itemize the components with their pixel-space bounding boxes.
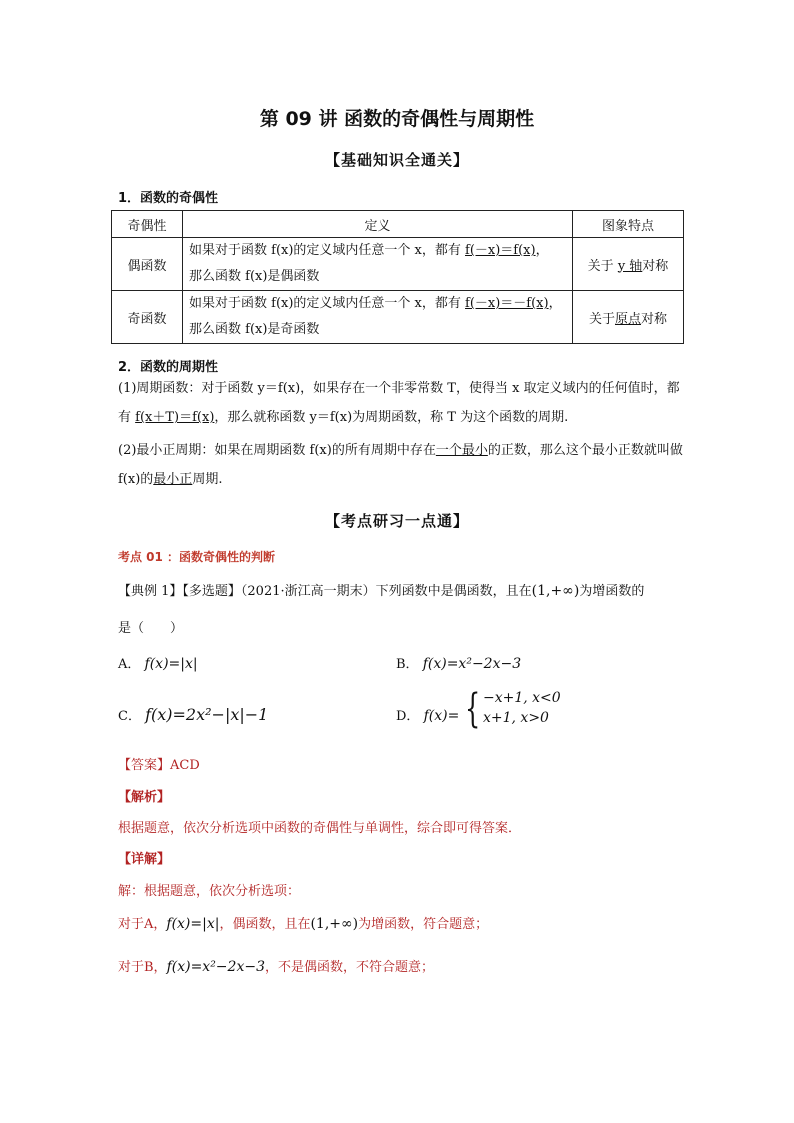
question-text: 【典例 1】【多选题】（2021·浙江高一期末）下列函数中是偶函数，且在 [118, 584, 532, 599]
heading-periodicity: 2．函数的周期性 [118, 360, 219, 375]
piecewise-case: −x+1, x<0 [483, 690, 561, 706]
option-expr: f(x)=2x²−|x|−1 [145, 705, 269, 724]
detail-text: 为增函数，符合题意； [358, 917, 489, 932]
table-cell-name: 奇函数 [112, 291, 183, 344]
definition-text: 那么函数 f(x)是奇函数 [189, 322, 320, 337]
table-cell-name: 偶函数 [112, 238, 183, 291]
detail-label: 【详解】 [118, 852, 171, 867]
option-label: B． [396, 657, 419, 672]
feature-text: 对称 [641, 311, 668, 327]
feature-underlined: 原点 [614, 311, 641, 327]
paragraph-min-period [118, 436, 688, 494]
page-title: 第 09 讲 函数的奇偶性与周期性 [259, 108, 535, 130]
paragraph-text: 的正数，那么这个最小正数就叫做 f(x)的 [118, 443, 683, 487]
paragraph-underlined: 一个最小 [435, 443, 488, 458]
analysis-label: 【解析】 [118, 790, 171, 805]
detail-expr: f(x)=|x| [166, 916, 220, 932]
option-label: C． [118, 709, 141, 724]
section-banner-study: 【考点研习一点通】 [324, 512, 469, 530]
example-question [118, 580, 644, 599]
detail-expr: f(x)=x²−2x−3 [166, 959, 265, 975]
interval-expr: (1,+∞) [310, 916, 359, 932]
interval-expr: (1,+∞) [531, 583, 580, 599]
detail-text: 对于A， [118, 917, 167, 932]
paragraph-underlined: 最小正 [153, 472, 193, 487]
kaodian-heading: 考点 01 ：函数奇偶性的判断 [118, 550, 276, 564]
definition-text: ， [535, 243, 549, 258]
table-header-row [112, 211, 684, 238]
feature-text: 关于 [588, 311, 615, 327]
paragraph-underlined: f(x＋T)＝f(x) [135, 410, 215, 425]
paragraph-text: ，那么就称函数 y＝f(x)为周期函数，称 T 为这个函数的周期. [214, 410, 569, 425]
parity-table [111, 210, 684, 344]
detail-text: 对于B， [118, 960, 167, 975]
detail-option-b [118, 956, 434, 975]
paragraph-periodic-function [118, 374, 688, 432]
definition-underlined: f(－x)＝f(x) [465, 243, 536, 258]
option-d [396, 705, 459, 724]
table-row [112, 291, 684, 344]
piecewise-cases [471, 690, 561, 726]
definition-text: 那么函数 f(x)是偶函数 [189, 269, 320, 284]
example-question-line2: 是（ ） [118, 621, 184, 636]
table-header: 定义 [183, 211, 573, 238]
table-cell-definition [183, 238, 573, 291]
definition-underlined: f(－x)＝－f(x) [465, 296, 549, 311]
definition-text: 如果对于函数 f(x)的定义域内任意一个 x，都有 [189, 296, 466, 311]
detail-text: ，偶函数，且在 [219, 917, 311, 932]
option-expr: f(x)=|x| [144, 656, 198, 672]
piecewise-brace: { [465, 686, 481, 732]
option-label: D． [396, 709, 420, 724]
paragraph-text: 周期. [192, 472, 223, 487]
section-banner-basics: 【基础知识全通关】 [324, 151, 469, 169]
detail-intro: 解：根据题意，依次分析选项： [118, 884, 301, 899]
option-a [118, 653, 198, 672]
option-expr: f(x)=x²−2x−3 [422, 656, 522, 672]
table-header: 图象特点 [573, 211, 684, 238]
definition-text: ， [548, 296, 562, 311]
heading-parity: 1．函数的奇偶性 [118, 191, 219, 206]
question-text: 为增函数的 [579, 584, 645, 599]
option-label: A． [118, 657, 141, 672]
answer: 【答案】ACD [118, 758, 200, 773]
paragraph-text: (2)最小正周期：如果在周期函数 f(x)的所有周期中存在 [118, 443, 436, 458]
piecewise-case: x+1, x>0 [483, 710, 549, 726]
table-cell-feature [573, 291, 684, 344]
table-cell-definition [183, 291, 573, 344]
paragraph-text: (1)周期函数：对于函数 y＝f(x)，如果存在一个非零常数 T，使得当 x 取定义域内的任何值时，都有 [118, 381, 680, 425]
feature-text: 对称 [642, 258, 669, 274]
option-c [118, 705, 268, 724]
feature-text: 关于 [587, 258, 618, 274]
table-header: 奇偶性 [112, 211, 183, 238]
definition-text: 如果对于函数 f(x)的定义域内任意一个 x，都有 [189, 243, 466, 258]
option-b [396, 653, 521, 672]
detail-text: ，不是偶函数，不符合题意； [264, 960, 434, 975]
analysis-text: 根据题意，依次分析选项中函数的奇偶性与单调性，综合即可得答案． [118, 821, 522, 836]
table-row [112, 238, 684, 291]
detail-option-a [118, 913, 488, 932]
table-cell-feature [573, 238, 684, 291]
option-expr: f(x)= [423, 708, 460, 724]
feature-underlined: y 轴 [617, 258, 643, 274]
